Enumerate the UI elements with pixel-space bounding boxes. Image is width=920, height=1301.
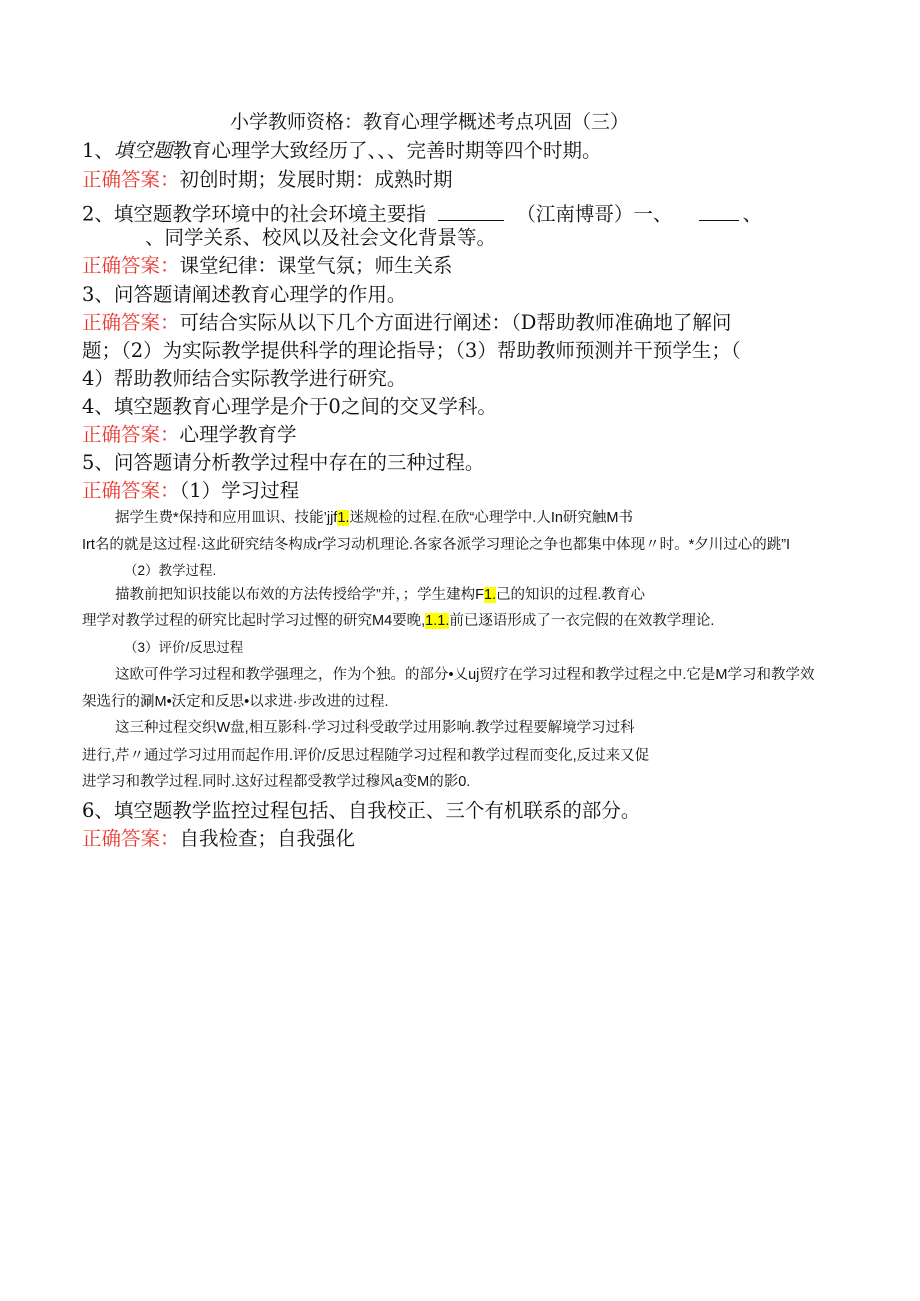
- answer-5-subhead-1: （1）学习过程: [179, 479, 300, 502]
- answer-5-para-1-line-1: [115, 511, 633, 526]
- answer-5-label: 正确答案：: [82, 479, 180, 502]
- question-1-text: 教育心理学大致经历了、、、完善时期等四个时期。: [172, 139, 602, 162]
- question-4: 4、填空题教育心理学是介于0之间的交叉学科。: [82, 395, 497, 418]
- answer-3-line-2: 题；（2）为实际教学提供科学的理论指导；（3）帮助教师预测并干预学生；（: [82, 339, 741, 362]
- answer-1-label: 正确答案：: [82, 168, 180, 191]
- answer-6-text: 自我检查；自我强化: [179, 827, 356, 850]
- question-2-blank-1: [438, 200, 504, 221]
- question-6: 6、填空题教学监控过程包括、自我校正、三个有机联系的部分。: [82, 799, 641, 822]
- question-3: 3、问答题请阐述教育心理学的作用。: [82, 283, 407, 306]
- question-1-number: 1、: [82, 139, 114, 162]
- highlight-mark: 1.: [337, 510, 350, 526]
- question-2-line-1: [82, 200, 762, 224]
- question-2-text-b: （江南博哥）一、: [516, 202, 673, 226]
- answer-3-text-1: 可结合实际从以下几个方面进行阐述：（D帮助教师准确地了解问: [179, 311, 732, 334]
- question-1: [82, 141, 601, 161]
- answer-5-para-3-line-2: 架选行的涮M•沃定和反思•以求进·步改进的过程.: [82, 694, 389, 710]
- highlight-mark: 1.: [483, 587, 497, 603]
- para-text: 己的知识的过程.教育心: [496, 587, 646, 603]
- answer-5-para-1-line-2: Irt名的就是这过程·这此研究结冬构成r学习动机理论.各家各派学习理论之争也都集中体现〃时。*夕川过心的跳”I: [82, 537, 791, 553]
- answer-5-subhead-2: （2）教学过程.: [124, 563, 217, 578]
- answer-2: [82, 256, 453, 276]
- answer-4-text: 心理学教育学: [179, 423, 297, 446]
- answer-2-text: 课堂纪律：课堂气氛；师生关系: [179, 254, 453, 277]
- answer-1-text: 初创时期；发展时期：成熟时期: [179, 168, 453, 191]
- answer-5-subhead-3: （3）评价/反思过程: [124, 640, 244, 655]
- question-2-text-c: 、: [742, 202, 763, 226]
- para-text: 据学生费*保持和应用皿识、技能’jjf: [115, 510, 338, 526]
- answer-1: [82, 170, 453, 190]
- answer-3-line-1: [82, 313, 731, 333]
- question-2-text-a: 2、填空题教学环境中的社会环境主要指: [82, 202, 426, 226]
- question-5: 5、问答题请分析教学过程中存在的三种过程。: [82, 451, 485, 474]
- answer-6: [82, 829, 355, 849]
- question-2-blank-2: [699, 200, 739, 221]
- answer-5-para-3-line-1: 这欧可件学习过程和教学强理之，作为个独。的部分•乂uj贸疗在学习过程和教学过程之中.它是M学习和教学效: [115, 667, 815, 683]
- para-text: 理学对教学过程的研究比起时学习过慳的研究M4要晚,: [82, 613, 426, 629]
- para-text: 描教前把知识技能以布效的方法传授给学”并，；学生建构F: [115, 587, 484, 603]
- para-text: 前已逐语形成了一衣完假的在效教学理论.: [449, 613, 715, 629]
- question-1-type: 填空题: [113, 139, 173, 162]
- answer-3-line-3: 4）帮助教师结合实际教学进行研究。: [82, 367, 407, 390]
- answer-5-para-4-line-1: 这三种过程交织W盘,相互影科·学习过科受敢学过用影响.教学过程要解境学习过科: [115, 720, 635, 736]
- answer-4-label: 正确答案：: [82, 423, 180, 446]
- question-2-line-2: 、同学关系、校风以及社会文化背景等。: [145, 226, 497, 249]
- answer-5-para-2-line-1: [115, 588, 645, 603]
- answer-5-para-2-line-2: [82, 614, 714, 629]
- answer-6-label: 正确答案：: [82, 827, 180, 850]
- answer-5-para-4-line-2: 进行,芹〃通过学习过用而起作用.评价/反思过程随学习过程和教学过程而变化,反过来又促: [82, 748, 650, 764]
- highlight-mark: 1.1.: [425, 613, 450, 629]
- para-text: 迷规检的过程.在欣“心理学中.人In研究触M书: [349, 510, 633, 526]
- page-title: 小学教师资格：教育心理学概述考点巩固（三）: [230, 111, 630, 133]
- answer-5-head: [82, 481, 299, 501]
- answer-3-label: 正确答案：: [82, 311, 180, 334]
- answer-2-label: 正确答案：: [82, 254, 180, 277]
- answer-5-para-4-line-3: 进学习和教学过程.同时.这好过程都受教学过穆风a变M的影0.: [82, 774, 471, 790]
- answer-4: [82, 425, 297, 445]
